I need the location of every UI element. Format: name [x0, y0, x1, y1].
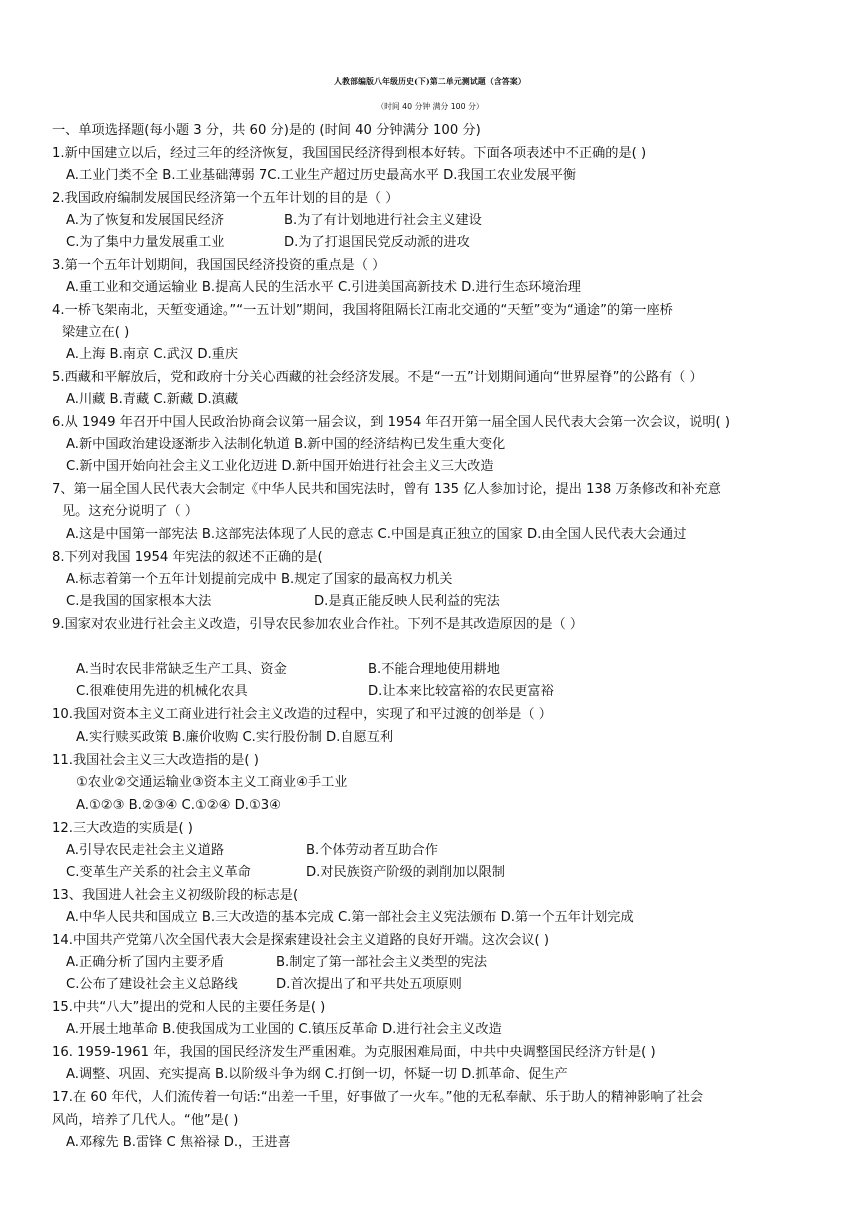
- question-14: 14.中国共产党第八次全国代表大会是探索建设社会主义道路的良好开端。这次会议( ): [52, 933, 550, 948]
- question-13-options: A.中华人民共和国成立 B.三大改造的基本完成 C.第一部社会主义宪法颁布 D.第一个五年计划完成: [66, 910, 634, 925]
- question-5-options: A.川藏 B.青藏 C.新藏 D.滇藏: [66, 392, 239, 407]
- question-9-option-b: B.不能合理地使用耕地: [368, 662, 500, 677]
- question-2-option-c: C.为了集中力量发展重工业: [66, 235, 225, 250]
- question-14-option-a: A.正确分析了国内主要矛盾: [66, 955, 225, 970]
- question-7-options: A.这是中国第一部宪法 B.这部宪法体现了人民的意志 C.中国是真正独立的国家 D.由全国人民代表大会通过: [66, 527, 687, 542]
- question-10: 10.我国对资本主义工商业进行社会主义改造的过程中，实现了和平过渡的创举是（ ）: [52, 707, 552, 722]
- question-3: 3.第一个五年计划期间，我国国民经济投资的重点是（ ）: [52, 258, 386, 273]
- question-12: 12.三大改造的实质是( ): [52, 821, 193, 836]
- question-8-option-c: C.是我国的国家根本大法: [66, 594, 212, 609]
- question-11: 11.我国社会主义三大改造指的是( ): [52, 753, 259, 768]
- question-17-continued: 风尚，培养了几代人。“他”是( ): [52, 1113, 239, 1128]
- question-12-option-a: A.引导农民走社会主义道路: [66, 843, 225, 858]
- question-12-option-b: B.个体劳动者互助合作: [306, 843, 438, 858]
- question-11-statements: ①农业②交通运输业③资本主义工商业④手工业: [76, 775, 348, 790]
- question-7: 7、第一届全国人民代表大会制定《中华人民共和国宪法时，曾有 135 亿人参加讨论，提出 138 万条修改和补充意: [52, 482, 721, 497]
- question-16: 16. 1959-1961 年，我国的国民经济发生严重困难。为克服困难局面，中共中央调整国民经济方针是( ): [52, 1045, 656, 1060]
- question-9-option-c: C.很难使用先进的机械化农具: [76, 684, 248, 699]
- question-8: 8.下列对我国 1954 年宪法的叙述不正确的是(: [52, 550, 323, 565]
- question-15: 15.中共“八大”提出的党和人民的主要任务是( ): [52, 1000, 326, 1015]
- question-9: 9.国家对农业进行社会主义改造，引导农民参加农业合作社。下列不是其改造原因的是（ ）: [52, 617, 584, 632]
- question-15-options: A.开展土地革命 B.使我国成为工业国的 C.镇压反革命 D.进行社会主义改造: [66, 1022, 502, 1037]
- question-16-options: A.调整、巩固、充实提高 B.以阶级斗争为纲 C.打倒一切，怀疑一切 D.抓革命、促生产: [66, 1067, 568, 1082]
- question-14-option-b: B.制定了第一部社会主义类型的宪法: [276, 955, 488, 970]
- question-5: 5.西藏和平解放后，党和政府十分关心西藏的社会经济发展。不是“一五”计划期间通向“世界屋脊”的公路有（ ）: [52, 370, 703, 385]
- question-14-option-c: C.公布了建设社会主义总路线: [66, 977, 238, 992]
- question-1-options: A.工业门类不全 B.工业基础薄弱 7C.工业生产超过历史最高水平 D.我国工农业发展平衡: [66, 168, 577, 183]
- question-8-option-d: D.是真正能反映人民利益的宪法: [314, 594, 500, 609]
- question-4-continued: 梁建立在( ): [62, 325, 130, 340]
- question-2: 2.我国政府编制发展国民经济第一个五年计划的目的是（ ）: [52, 191, 399, 206]
- question-3-options: A.重工业和交通运输业 B.提高人民的生活水平 C.引进美国高新技术 D.进行生态环境治理: [66, 280, 581, 295]
- question-12-option-d: D.对民族资产阶级的剥削加以限制: [306, 865, 505, 880]
- page-title: 人教部编版八年级历史(下)第二单元测试题（含答案）: [334, 77, 526, 86]
- question-10-options: A.实行赎买政策 B.廉价收购 C.实行股份制 D.自愿互利: [76, 730, 394, 745]
- question-8-options-ab: A.标志着第一个五年计划提前完成中 B.规定了国家的最高权力机关: [66, 572, 453, 587]
- question-7-continued: 见。这充分说明了（ ）: [62, 504, 199, 519]
- question-2-option-d: D.为了打退国民党反动派的进攻: [284, 235, 470, 250]
- question-6-options-cd: C.新中国开始向社会主义工业化迈进 D.新中国开始进行社会主义三大改造: [66, 459, 494, 474]
- question-2-option-a: A.为了恢复和发展国民经济: [66, 213, 225, 228]
- section-heading: 一、单项选择题(每小题 3 分，共 60 分)是的 (时间 40 分钟满分 100 分): [52, 123, 481, 138]
- question-12-option-c: C.变革生产关系的社会主义革命: [66, 865, 251, 880]
- question-6-options-ab: A.新中国政治建设逐渐步入法制化轨道 B.新中国的经济结构已发生重大变化: [66, 437, 506, 452]
- question-2-option-b: B.为了有计划地进行社会主义建设: [284, 213, 482, 228]
- question-11-options: A.①②③ B.②③④ C.①②④ D.①3④: [76, 798, 281, 813]
- question-4-options: A.上海 B.南京 C.武汉 D.重庆: [66, 347, 239, 362]
- question-4: 4.一桥飞架南北，天堑变通途。”“一五计划”期间，我国将阻隔长江南北交通的“天堑”变为“通途”的第一座桥: [52, 303, 673, 318]
- question-6: 6.从 1949 年召开中国人民政治协商会议第一届会议，到 1954 年召开第一届全国人民代表大会第一次会议，说明( ): [52, 415, 731, 430]
- page-subtitle: （时间 40 分钟 满分 100 分）: [376, 102, 484, 111]
- question-9-option-a: A.当时农民非常缺乏生产工具、资金: [76, 662, 287, 677]
- question-17-options: A.邓稼先 B.雷锋 C 焦裕禄 D.，王进喜: [66, 1135, 291, 1150]
- question-1: 1.新中国建立以后，经过三年的经济恢复，我国国民经济得到根本好转。下面各项表述中不正确的是( ): [52, 146, 647, 161]
- question-13: 13、我国进人社会主义初级阶段的标志是(: [52, 888, 299, 903]
- question-9-option-d: D.让本来比较富裕的农民更富裕: [368, 684, 554, 699]
- question-17: 17.在 60 年代，人们流传着一句话:“出差一千里，好事做了一火车。”他的无私奉献、乐于助人的精神影响了社会: [52, 1090, 704, 1105]
- question-14-option-d: D.首次提出了和平共处五项原则: [276, 977, 462, 992]
